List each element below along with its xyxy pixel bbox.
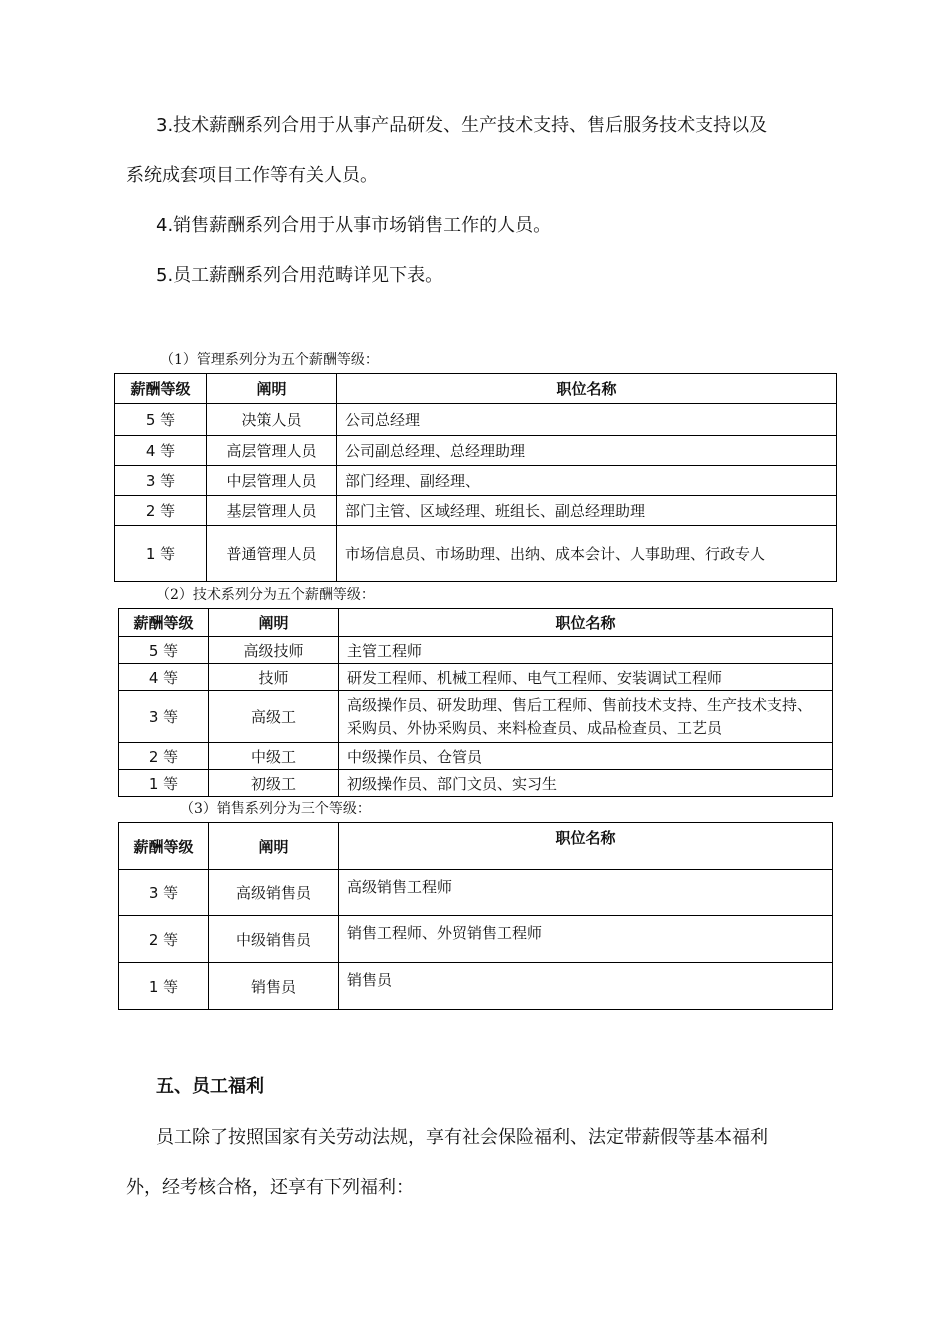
cell-grade: 1 等 <box>119 770 209 797</box>
cell-grade: 2 等 <box>119 743 209 770</box>
paragraph-technical-series-cont: 系统成套项目工作等有关人员。 <box>126 165 378 186</box>
cell-position: 公司副总经理、总经理助理 <box>337 436 837 466</box>
header-grade: 薪酬等级 <box>115 374 207 404</box>
cell-description: 中级工 <box>209 743 339 770</box>
header-grade: 薪酬等级 <box>119 823 209 870</box>
cell-position: 销售工程师、外贸销售工程师 <box>339 916 833 963</box>
table-row <box>115 496 837 526</box>
cell-position: 公司总经理 <box>337 404 837 436</box>
table-row <box>119 916 833 963</box>
header-description: 阐明 <box>207 374 337 404</box>
header-position: 职位名称 <box>339 823 833 870</box>
paragraph-technical-series: 3.技术薪酬系列合用于从事产品研发、生产技术支持、售后服务技术支持以及 <box>156 115 768 136</box>
cell-grade: 5 等 <box>115 404 207 436</box>
table-caption-management: （1）管理系列分为五个薪酬等级： <box>160 352 379 368</box>
cell-position: 初级操作员、部门文员、实习生 <box>339 770 833 797</box>
table-caption-technical: （2）技术系列分为五个薪酬等级： <box>156 587 375 603</box>
cell-position: 部门主管、区域经理、班组长、副总经理助理 <box>337 496 837 526</box>
cell-description: 中层管理人员 <box>207 466 337 496</box>
paragraph-sales-series: 4.销售薪酬系列合用于从事市场销售工作的人员。 <box>156 215 552 236</box>
header-description: 阐明 <box>209 823 339 870</box>
cell-grade: 1 等 <box>119 963 209 1010</box>
cell-description: 高级工 <box>209 691 339 743</box>
cell-grade: 4 等 <box>115 436 207 466</box>
header-position: 职位名称 <box>339 609 833 637</box>
table-row <box>115 404 837 436</box>
cell-grade: 3 等 <box>119 691 209 743</box>
table-header-row <box>119 609 833 637</box>
cell-description: 高级技师 <box>209 637 339 664</box>
table-row <box>119 743 833 770</box>
table-row <box>119 637 833 664</box>
cell-description: 普通管理人员 <box>207 526 337 582</box>
cell-position: 销售员 <box>339 963 833 1010</box>
table-row <box>119 963 833 1010</box>
table-row <box>115 526 837 582</box>
cell-description: 高级销售员 <box>209 870 339 916</box>
cell-grade: 2 等 <box>119 916 209 963</box>
header-description: 阐明 <box>209 609 339 637</box>
cell-grade: 5 等 <box>119 637 209 664</box>
cell-grade: 1 等 <box>115 526 207 582</box>
paragraph-benefits: 员工除了按照国家有关劳动法规，享有社会保险福利、法定带薪假等基本福利 <box>156 1127 768 1148</box>
cell-position: 市场信息员、市场助理、出纳、成本会计、人事助理、行政专人 <box>337 526 837 582</box>
header-grade: 薪酬等级 <box>119 609 209 637</box>
cell-position: 高级操作员、研发助理、售后工程师、售前技术支持、生产技术支持、采购员、外协采购员、来料检查员、成品检查员、工艺员 <box>339 691 833 743</box>
cell-description: 决策人员 <box>207 404 337 436</box>
cell-position: 研发工程师、机械工程师、电气工程师、安装调试工程师 <box>339 664 833 691</box>
cell-description: 技师 <box>209 664 339 691</box>
table-row <box>119 691 833 743</box>
table-sales <box>118 822 833 1010</box>
table-technical <box>118 608 833 797</box>
cell-grade: 2 等 <box>115 496 207 526</box>
cell-grade: 4 等 <box>119 664 209 691</box>
table-caption-sales: （3）销售系列分为三个等级： <box>180 801 371 817</box>
cell-position: 中级操作员、仓管员 <box>339 743 833 770</box>
table-management <box>114 373 837 582</box>
section-heading-benefits: 五、员工福利 <box>156 1076 264 1097</box>
cell-description: 中级销售员 <box>209 916 339 963</box>
cell-grade: 3 等 <box>119 870 209 916</box>
cell-description: 销售员 <box>209 963 339 1010</box>
cell-description: 基层管理人员 <box>207 496 337 526</box>
header-position: 职位名称 <box>337 374 837 404</box>
table-row <box>119 664 833 691</box>
cell-position: 部门经理、副经理、 <box>337 466 837 496</box>
cell-description: 初级工 <box>209 770 339 797</box>
cell-position: 主管工程师 <box>339 637 833 664</box>
table-header-row <box>115 374 837 404</box>
paragraph-employee-series: 5.员工薪酬系列合用范畴详见下表。 <box>156 265 444 286</box>
paragraph-benefits-cont: 外，经考核合格，还享有下列福利： <box>126 1177 414 1198</box>
table-row <box>119 770 833 797</box>
table-row <box>115 466 837 496</box>
table-header-row <box>119 823 833 870</box>
table-row <box>119 870 833 916</box>
cell-position: 高级销售工程师 <box>339 870 833 916</box>
cell-grade: 3 等 <box>115 466 207 496</box>
table-row <box>115 436 837 466</box>
cell-description: 高层管理人员 <box>207 436 337 466</box>
